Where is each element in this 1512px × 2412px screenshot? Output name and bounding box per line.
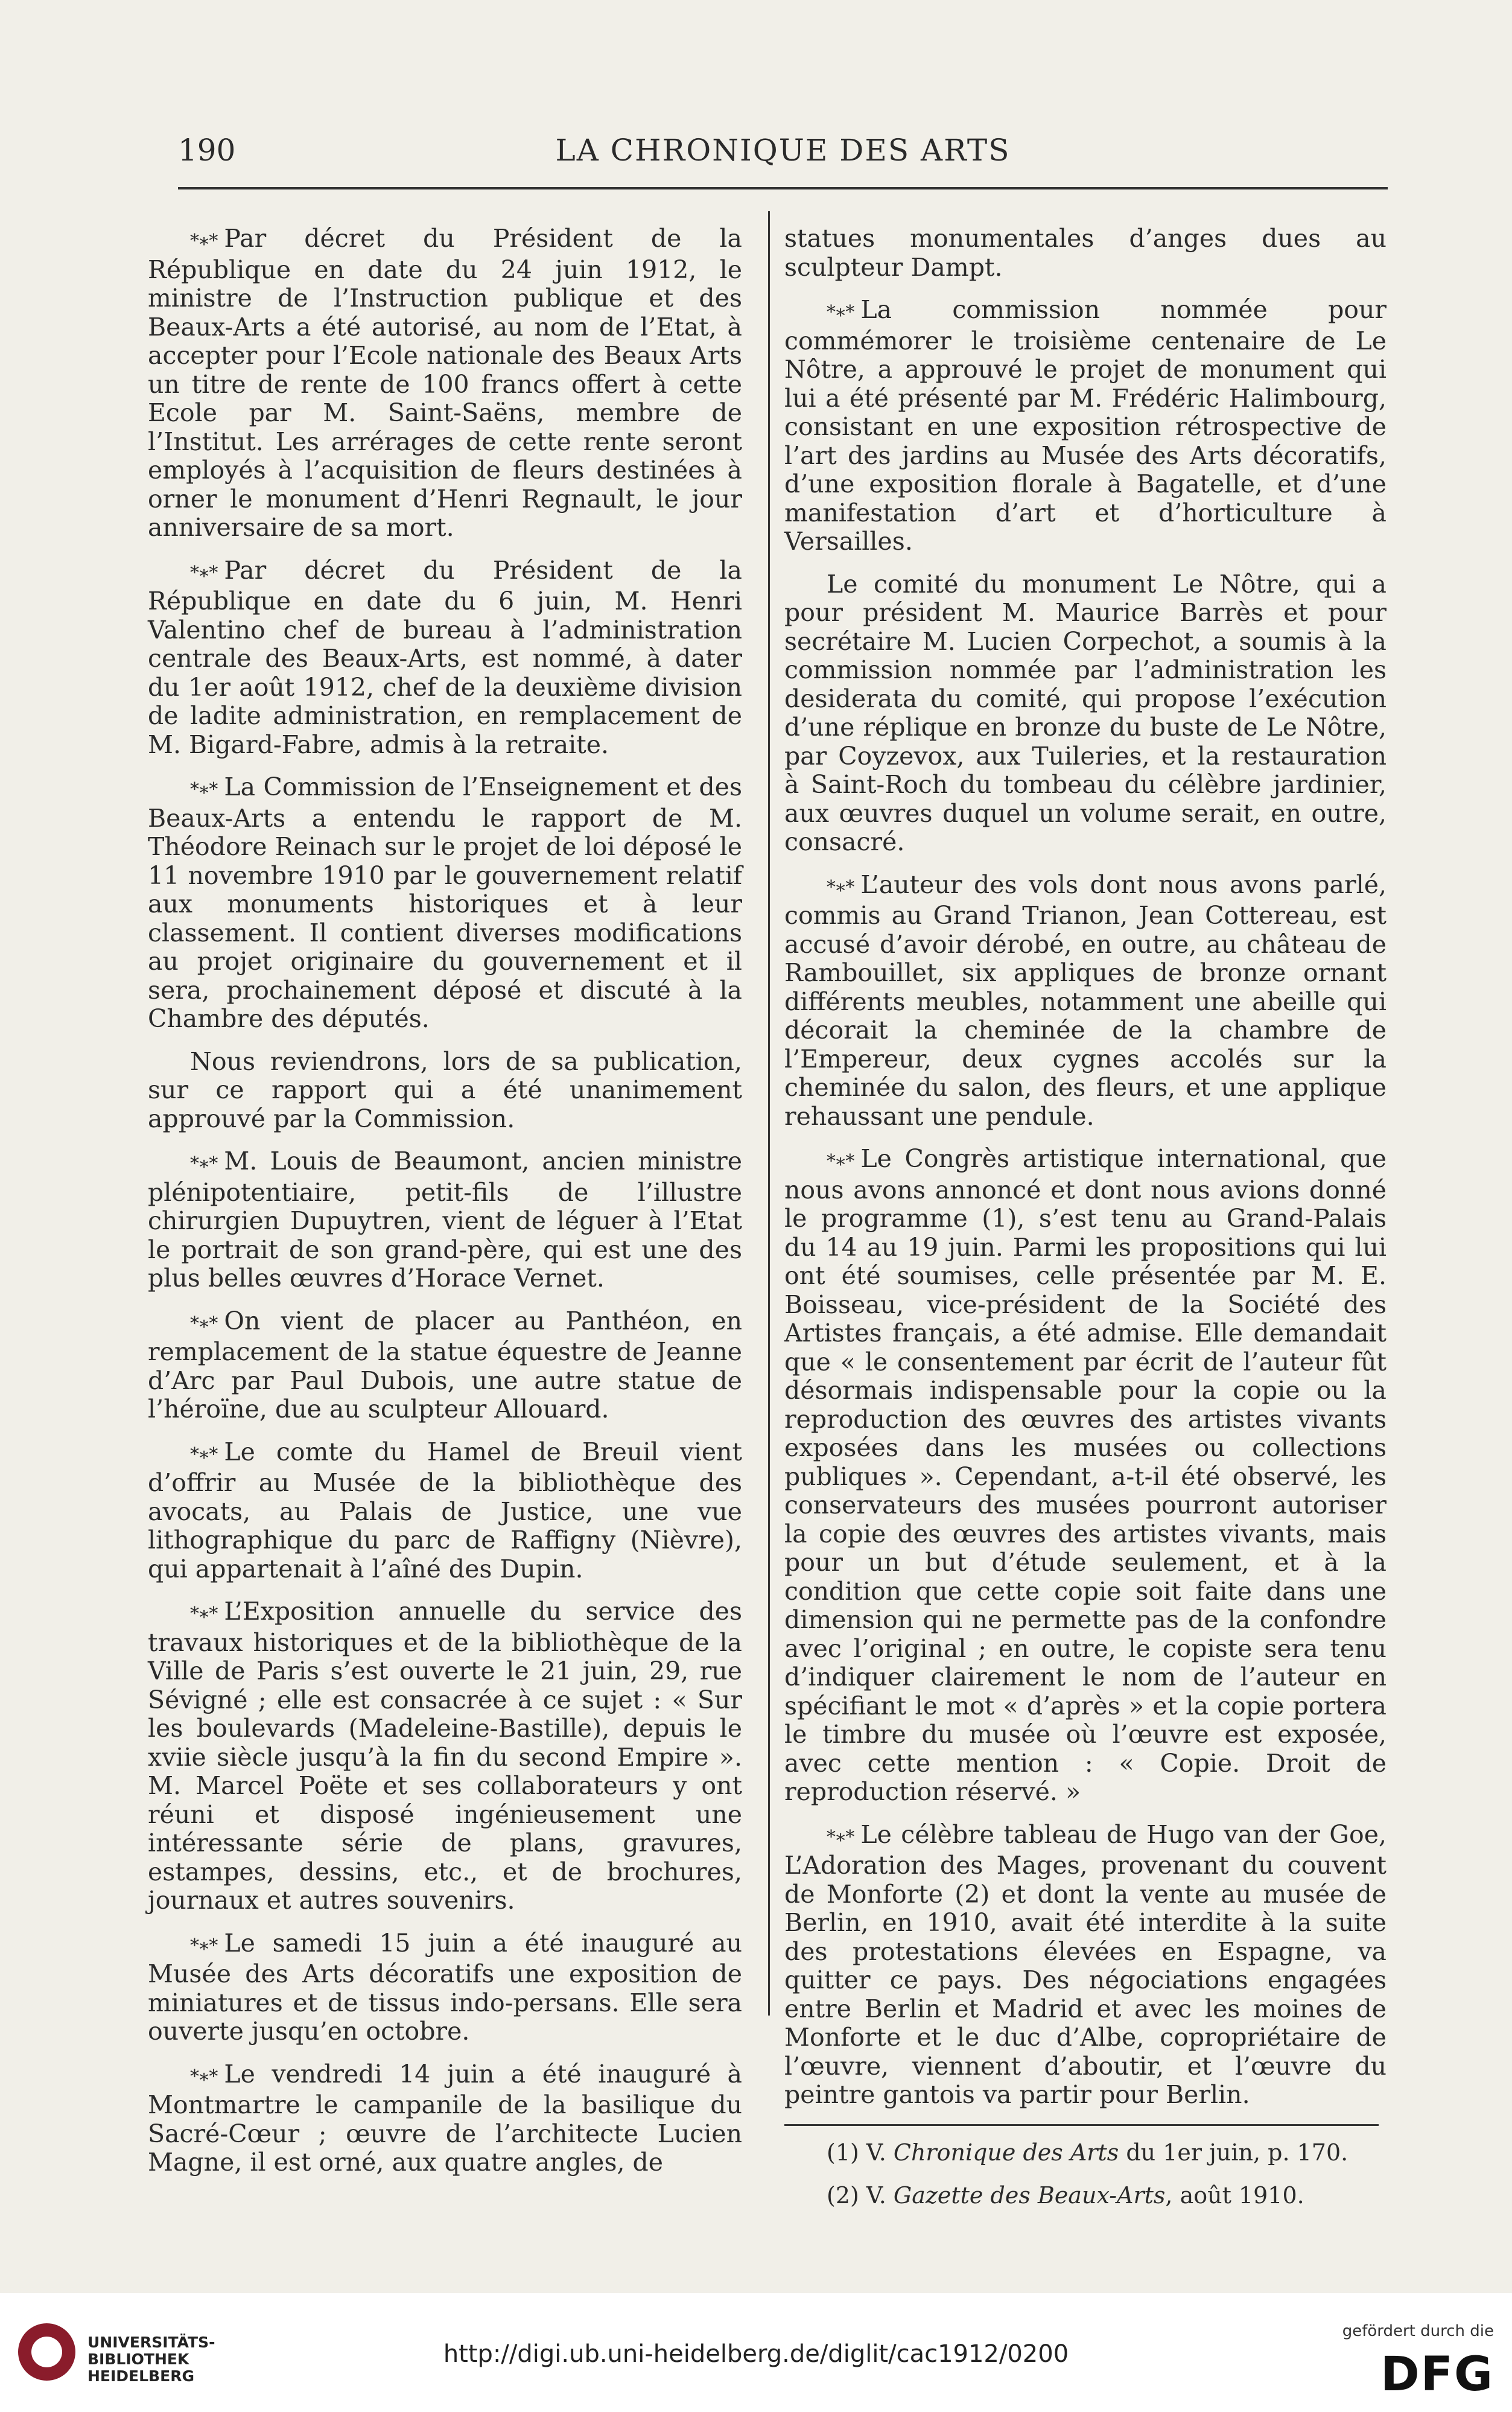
paragraph-text: Le comte du Hamel de Breuil vient d’offrir au Musée de la bibliothèque des avocats, au Palais de Justice, une vue lithographique du parc de Raffigny (Nièvre), qui appartenait à l’aîné des Dupin. <box>148 1437 742 1583</box>
paragraph-text: Le Congrès artistique international, que nous avons annoncé et dont nous avions donné le programme (1), s’est tenu au Grand-Palais du 14 au 19 juin. Parmi les propositions qui lui ont été soumises, celle présentée par M. E. Boisseau, vice-président de la Société des Artistes français, a été admise. Elle demandait que « le consentement par écrit de l’auteur fût désormais indispensable pour la copie ou la reproduction des œuvres des artistes vivants exposées dans les musées ou collections publiques ». Cependant, a-t-il été observé, les conservateurs des musées pourront autoriser la copie des œuvres des artistes vivants, mais pour un but d’étude seulement, et à la condition que cette copie soit faite dans une dimension qui ne permette pas de la confondre avec l’original ; en outre, le copiste sera tenu d’indiquer clairement le nom de l’auteur en spécifiant le mot « d’après » et la copie portera le timbre du musée où l’œuvre est exposée, avec cette mention : « Copie. Droit de reproduction réservé. » <box>784 1144 1387 1806</box>
asterism-mark: *∗* <box>190 1153 217 1174</box>
paragraph <box>784 1145 1387 1807</box>
asterism-mark: *∗* <box>190 1313 217 1334</box>
paragraph-text: L’auteur des vols dont nous avons parlé, commis au Grand Trianon, Jean Cottereau, est accusé d’avoir dérobé, en outre, au château de Rambouillet, six appliques de bronze ornant différents meubles, notamment une abeille qui décorait la cheminée de la chambre de l’Empereur, deux cygnes accolés sur la cheminée du salon, des fleurs, et une applique rehaussant une pendule. <box>784 870 1387 1131</box>
paragraph-text: Le comité du monument Le Nôtre, qui a pour président M. Maurice Barrès et pour secrétaire M. Lucien Corpechot, a soumis à la commission nommée par l’administration les desiderata du comité, qui propose l’exécution d’une réplique en bronze du buste de Le Nôtre, par Coyzevox, aux Tuileries, et la restauration à Saint-Roch du tombeau du célèbre jardinier, aux œuvres duquel un volume serait, en outre, consacré. <box>784 569 1387 856</box>
left-column <box>148 224 742 2191</box>
asterism-mark: *∗* <box>190 562 217 584</box>
paragraph <box>148 1438 742 1584</box>
paragraph-text: Par décret du Président de la République en date du 24 juin 1912, le ministre de l’Instruction publique et des Beaux-Arts a été autorisé, au nom de l’Etat, à accepter pour l’Ecole nationale des Beaux Arts un titre de rente de 100 francs offert à cette Ecole par M. Saint-Saëns, membre de l’Institut. Les arrérages de cette rente seront employés à l’acquisition de fleurs destinées à orner le monument d’Henri Regnault, le jour anniversaire de sa mort. <box>148 224 742 542</box>
paragraph <box>784 1821 1387 2110</box>
footnote-suffix: du 1er juin, p. 170. <box>1119 2139 1348 2166</box>
page-number: 190 <box>178 133 236 168</box>
library-line-2: BIBLIOTHEK <box>87 2350 189 2368</box>
page-header <box>178 127 1388 181</box>
right-column-paragraphs <box>784 224 1387 2110</box>
asterism-mark: *∗* <box>190 1935 217 1956</box>
library-line-1: UNIVERSITÄTS- <box>87 2334 215 2351</box>
paragraph <box>784 296 1387 556</box>
footnote-prefix: (1) V. <box>827 2139 894 2166</box>
paragraph-text: Le célèbre tableau de Hugo van der Goe, L’Adoration des Mages, provenant du couvent de Monforte (2) et dont la vente au musée de Berlin, en 1910, avait été interdite à la suite des protestations élevées en Espagne, va quitter ce pays. Des négociations engagées entre Berlin et Madrid et avec les moines de Monforte et le duc d’Albe, copropriétaire de l’œuvre, viennent d’aboutir, et l’œuvre du peintre gantois va partir pour Berlin. <box>784 1819 1387 2109</box>
paragraph-text: La commission nommée pour commémorer le troisième centenaire de Le Nôtre, a approuvé le projet de monument qui lui a été présenté par M. Frédéric Halimbourg, consistant en une exposition rétrospective de l’art des jardins au Musée des Arts décoratifs, d’une exposition florale à Bagatelle, et d’une manifestation d’art et d’horticulture à Versailles. <box>784 295 1387 556</box>
running-title: LA CHRONIQUE DES ARTS <box>555 133 1011 168</box>
right-column <box>784 224 1387 2224</box>
library-line-3: HEIDELBERG <box>87 2367 194 2385</box>
paragraph-text: Le samedi 15 juin a été inauguré au Musée des Arts décoratifs une exposition de miniatures et de tissus indo-persans. Elle sera ouverte jusqu’en octobre. <box>148 1928 742 2046</box>
paragraph-text: Le vendredi 14 juin a été inauguré à Montmartre le campanile de la basilique du Sacré-Cœur ; œuvre de l’architecte Lucien Magne, il est orné, aux quatre angles, de <box>148 2059 742 2177</box>
paragraph <box>148 224 742 543</box>
paragraph <box>148 1048 742 1134</box>
paragraph-text: On vient de placer au Panthéon, en remplacement de la statue équestre de Jeanne d’Arc par Paul Dubois, une autre statue de l’héroïne, due au sculpteur Allouard. <box>148 1306 742 1424</box>
viewer-footer <box>0 2293 1512 2412</box>
footnote <box>784 2138 1387 2167</box>
paragraph <box>148 773 742 1034</box>
paragraph <box>148 1307 742 1424</box>
paragraph-text: M. Louis de Beaumont, ancien ministre plénipotentiaire, petit-fils de l’illustre chirurgien Dupuytren, vient de léguer à l’Etat le portrait de son grand-père, qui est une des plus belles œuvres d’Horace Vernet. <box>148 1147 742 1293</box>
paragraph <box>148 2060 742 2177</box>
footnote-prefix: (2) V. <box>827 2181 894 2209</box>
source-url[interactable]: http://digi.ub.uni-heidelberg.de/diglit/cac1912/0200 <box>443 2340 1069 2368</box>
paragraph <box>148 1597 742 1915</box>
footnote-suffix: , août 1910. <box>1165 2181 1304 2209</box>
paragraph <box>148 1147 742 1293</box>
paragraph-text: statues monumentales d’anges dues au sculpteur Dampt. <box>784 224 1387 282</box>
footnote <box>784 2181 1387 2210</box>
paragraph <box>784 871 1387 1131</box>
funded-by-label: gefördert durch die <box>1342 2322 1494 2340</box>
column-divider <box>768 211 770 2016</box>
asterism-mark: *∗* <box>827 1151 854 1172</box>
paragraph-text: Par décret du Président de la République en date du 6 juin, M. Henri Valentino chef de bureau à l’administration centrale des Beaux-Arts, est nommé, à dater du 1er août 1912, chef de la deuxième division de ladite administration, en remplacement de M. Bigard-Fabre, admis à la retraite. <box>148 555 742 759</box>
footnotes <box>784 2138 1387 2210</box>
paragraph-text: La Commission de l’Enseignement et des Beaux-Arts a entendu le rapport de M. Théodore Reinach sur le projet de loi déposé le 11 novembre 1910 par le gouvernement relatif aux monuments historiques et à leur classement. Il contient diverses modifications au projet originaire du gouvernement et il sera, prochainement déposé et discuté à la Chambre des députés. <box>148 772 742 1033</box>
asterism-mark: *∗* <box>190 231 217 252</box>
paragraph <box>148 556 742 760</box>
footnotes-rule <box>784 2124 1379 2126</box>
asterism-mark: *∗* <box>827 876 854 898</box>
asterism-mark: *∗* <box>190 779 217 800</box>
footnote-title: Gazette des Beaux-Arts <box>893 2181 1166 2209</box>
footnote-title: Chronique des Arts <box>893 2139 1119 2166</box>
asterism-mark: *∗* <box>190 2066 217 2087</box>
paragraph-text: Nous reviendrons, lors de sa publication, sur ce rapport qui a été unanimement approuvé par la Commission. <box>148 1046 742 1133</box>
paragraph-text: L’Exposition annuelle du service des travaux historiques et de la bibliothèque de la Ville de Paris s’est ouverte le 21 juin, 29, rue Sévigné ; elle est consacrée à ce sujet : « Sur les boulevards (Madeleine-Bastille), depuis le xviie siècle jusqu’à la fin du second Empire ». M. Marcel Poëte et ses collaborateurs y ont réuni et disposé ingénieusement une intéressante série de plans, gravures, estampes, dessins, etc., et de brochures, journaux et autres souvenirs. <box>148 1597 742 1915</box>
dfg-logo: DFG <box>1380 2347 1494 2402</box>
asterism-mark: *∗* <box>190 1443 217 1465</box>
asterism-mark: *∗* <box>827 302 854 323</box>
asterism-mark: *∗* <box>827 1826 854 1848</box>
asterism-mark: *∗* <box>190 1603 217 1624</box>
paragraph <box>784 570 1387 857</box>
header-rule <box>178 187 1388 189</box>
paragraph <box>148 1929 742 2046</box>
paragraph <box>784 224 1387 282</box>
